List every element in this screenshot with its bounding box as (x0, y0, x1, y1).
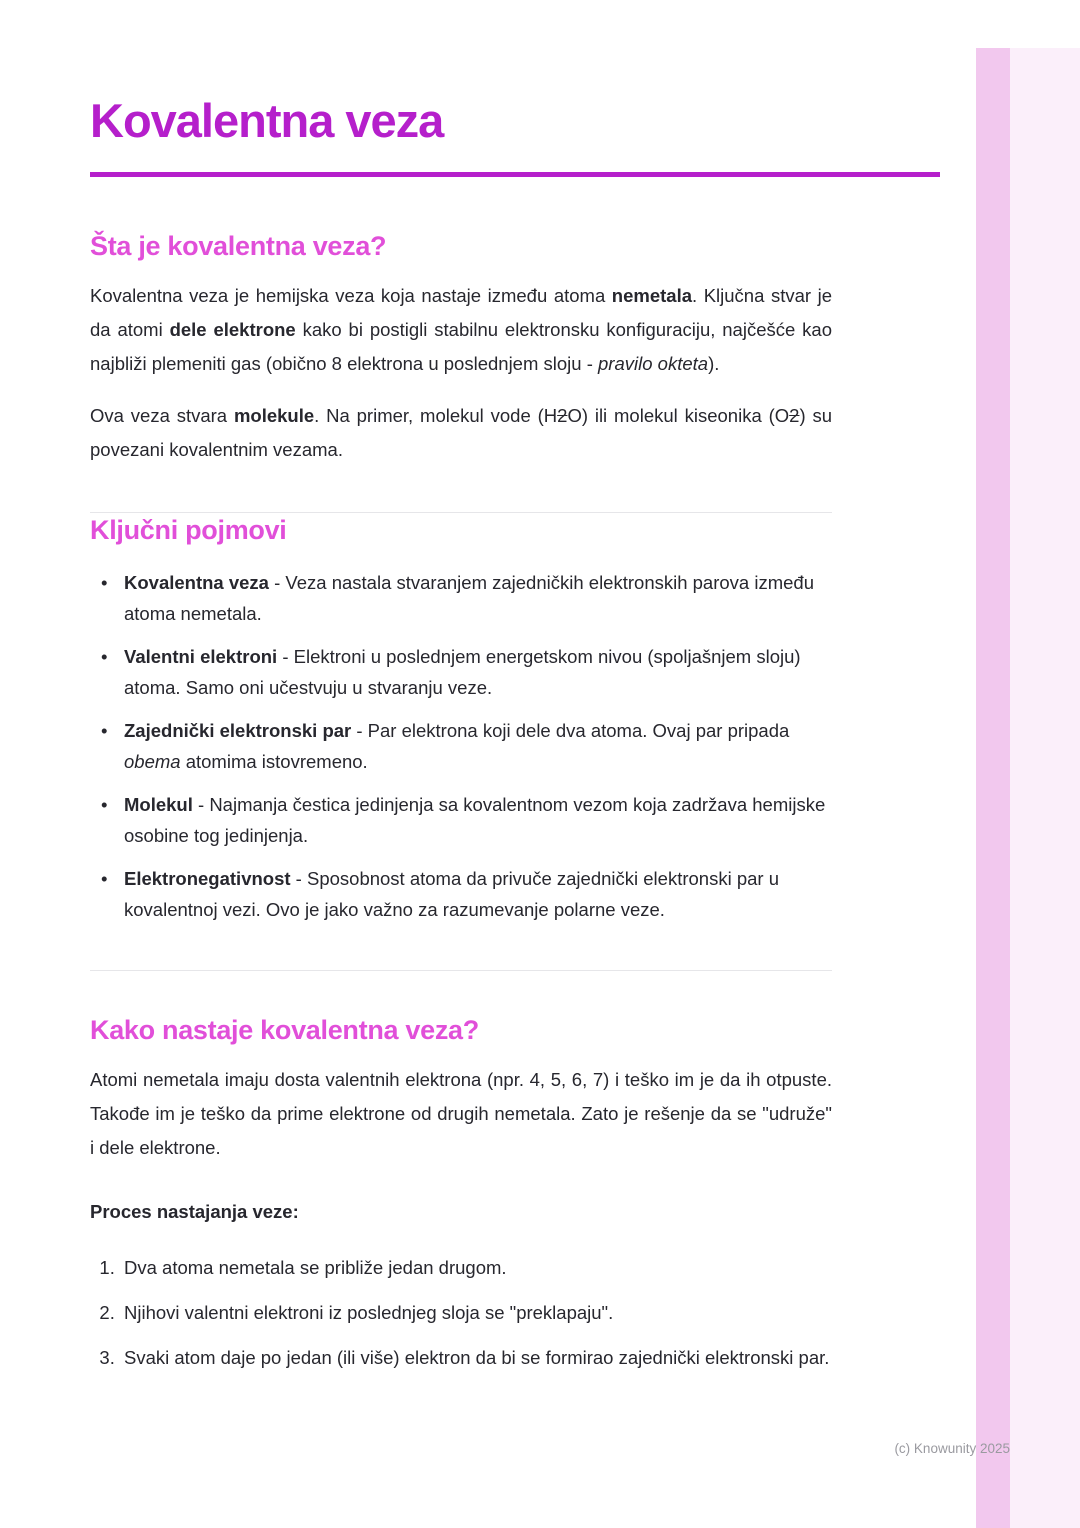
list-item (90, 789, 832, 851)
text-run: ). (708, 353, 720, 374)
section-heading: Kako nastaje kovalentna veza? (90, 1015, 479, 1045)
list-item (90, 567, 832, 629)
struck-subscript: 2 (557, 405, 568, 426)
italic-term: obema (124, 751, 181, 772)
key-term: Molekul (124, 794, 193, 815)
list-item (90, 863, 832, 925)
key-term-text: - Elektroni u poslednjem energetskom nivou (spoljašnjem sloju) atoma. Samo oni učestvuju u stvaranju veze. (124, 646, 801, 698)
step-item: 3. Svaki atom daje po jedan (ili više) elektron da bi se formirao zajednički elektronski par. (120, 1341, 832, 1375)
bold-term: nemetala (611, 285, 693, 306)
text-run: . Ključna stvar je da atomi (90, 285, 832, 340)
process-steps-list (90, 1251, 832, 1375)
process-subheading: Proces nastajanja veze: (90, 1201, 299, 1222)
page-title: Kovalentna veza (90, 94, 444, 147)
key-term: Valentni elektroni (124, 646, 278, 667)
paragraph-molecules (90, 399, 832, 467)
step-item: 2. Njihovi valentni elektroni iz poslednjeg sloja se "preklapaju". (120, 1296, 832, 1330)
text-run: Ova veza stvara (90, 405, 234, 426)
paragraph-definition (90, 279, 832, 381)
key-term: Kovalentna veza (124, 572, 269, 593)
list-item (90, 715, 832, 777)
right-accent-stripe-dark (976, 48, 1010, 1528)
title-underline (90, 172, 940, 177)
section-divider (90, 970, 832, 971)
bold-term: dele elektrone (169, 319, 296, 340)
key-term-text: - Veza nastala stvaranjem zajedničkih elektronskih parova između atoma nemetala. (124, 572, 814, 624)
text-run: ) su povezani kovalentnim vezama. (90, 405, 833, 460)
section-key-terms (90, 513, 832, 925)
section-heading: Šta je kovalentna veza? (90, 231, 387, 261)
key-term-text: - Najmanja čestica jedinjenja sa kovalentnom vezom koja zadržava hemijske osobine tog jedinjenja. (124, 794, 826, 846)
section-heading: Ključni pojmovi (90, 515, 287, 545)
key-term: Elektronegativnost (124, 868, 291, 889)
text-run: kako bi postigli stabilnu elektronsku konfiguraciju, najčešće kao najbliži plemeniti gas (obično 8 elektrona u poslednjem sloju - (90, 319, 832, 374)
section-what-is-covalent-bond (90, 229, 832, 467)
text-run: O) ili molekul kiseonika (O (567, 405, 790, 426)
copyright-notice: (c) Knowunity 2025 (894, 1441, 1010, 1456)
key-term-text: - Sposobnost atoma da privuče zajednički elektronski par u kovalentnoj vezi. Ovo je jako važno za razumevanje polarne veze. (124, 868, 779, 920)
key-terms-list (90, 567, 832, 925)
paragraph-explanation: Atomi nemetala imaju dosta valentnih elektrona (npr. 4, 5, 6, 7) i teško im je da ih otpuste. Takođe im je teško da prime elektrone od drugih nemetala. Zato je rešenje da se "udruže" i dele elektrone. (90, 1069, 832, 1158)
step-item: 1. Dva atoma nemetala se približe jedan drugom. (120, 1251, 832, 1285)
key-term-text: atomima istovremeno. (180, 751, 368, 772)
key-term: Zajednički elektronski par (124, 720, 352, 741)
text-run: Kovalentna veza je hemijska veza koja nastaje između atoma (90, 285, 612, 306)
right-accent-stripe-light (1010, 48, 1080, 1528)
document-page (90, 0, 832, 1375)
list-item (90, 641, 832, 703)
section-how-bond-forms (90, 1013, 832, 1375)
struck-subscript: 2 (789, 405, 800, 426)
italic-term: pravilo okteta (598, 353, 709, 374)
bold-term: molekule (233, 405, 315, 426)
text-run: . Na primer, molekul vode (H (314, 405, 558, 426)
key-term-text: - Par elektrona koji dele dva atoma. Ovaj par pripada (351, 720, 790, 741)
